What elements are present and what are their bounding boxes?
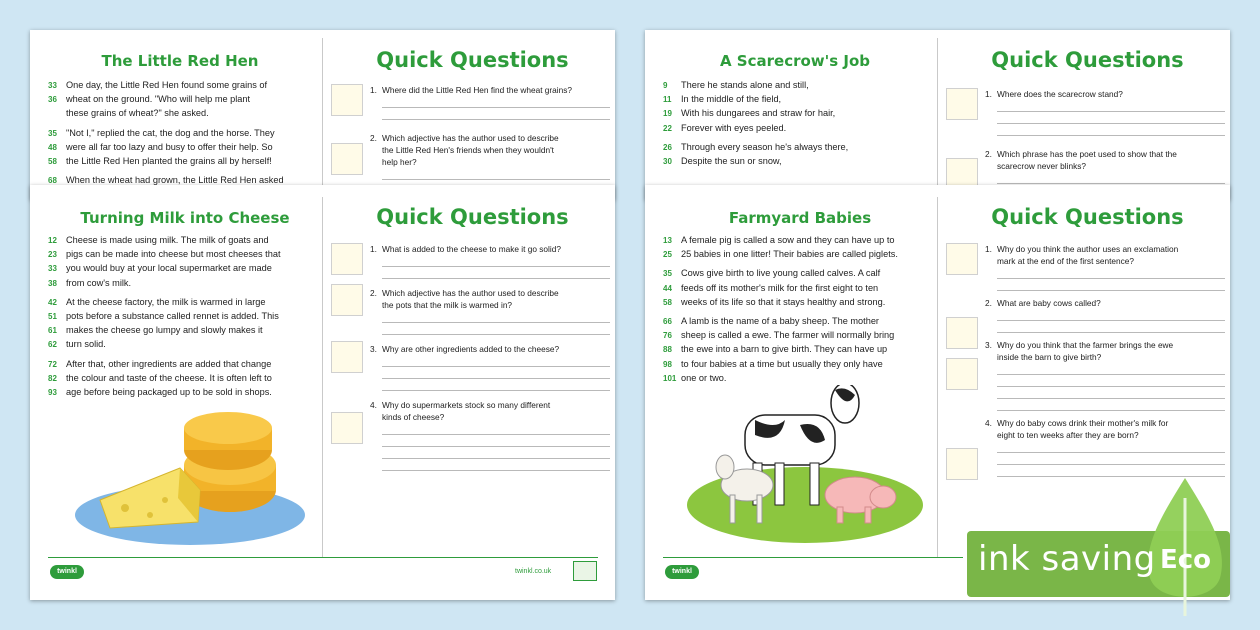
question-text: 3. Why do you think that the farmer brings the ewe — [985, 340, 1174, 350]
question-number: 1. — [370, 85, 377, 95]
passage-line-text: Despite the sun or snow, — [681, 155, 782, 166]
question-number: 2. — [985, 149, 992, 159]
passage-text — [48, 233, 316, 399]
answer-line[interactable] — [382, 367, 610, 379]
answer-line[interactable] — [997, 441, 1225, 453]
question-picture-icon — [331, 84, 363, 116]
line-number: 61 — [48, 326, 57, 336]
passage-line-text: At the cheese factory, the milk is warmed in large — [66, 296, 266, 307]
passage-line — [48, 276, 316, 290]
cheese-illustration — [70, 410, 310, 550]
passage-line-text: turn solid. — [66, 339, 106, 350]
question-text: kinds of cheese? — [382, 412, 445, 422]
line-number: 30 — [663, 156, 672, 166]
question-number: 4. — [985, 418, 992, 428]
line-number: 36 — [48, 95, 57, 105]
question-text: help her? — [382, 157, 417, 167]
quick-questions-title: Quick Questions — [376, 205, 569, 229]
question-text: 3. Why are other ingredients added to the cheese? — [370, 344, 560, 354]
question-number: 3. — [370, 344, 377, 354]
worksheet-milk-into-cheese — [30, 185, 615, 600]
answer-line[interactable] — [997, 279, 1225, 291]
passage-line-text: 25 babies in one litter! Their babies are called piglets. — [681, 249, 898, 260]
passage-title: A Scarecrow's Job — [719, 52, 871, 70]
question-text: scarecrow never blinks? — [997, 161, 1086, 171]
quick-questions-title: Quick Questions — [991, 48, 1184, 72]
column-divider — [322, 38, 323, 200]
passage-line-text: to four babies at a time but usually they only have — [681, 358, 883, 369]
passage-line — [663, 357, 931, 371]
passage-line — [48, 92, 313, 106]
line-number: 33 — [48, 264, 57, 274]
passage-line-text: sheep is called a ewe. The farmer will normally bring — [681, 330, 895, 341]
answer-line[interactable] — [997, 453, 1225, 465]
question-picture-icon — [331, 243, 363, 275]
line-number: 38 — [48, 278, 57, 288]
passage-line — [663, 92, 928, 106]
passage-line-text: the colour and taste of the cheese. It is often left to — [66, 372, 272, 383]
passage-title: The Little Red Hen — [101, 52, 259, 70]
line-number: 35 — [663, 269, 672, 279]
answer-line[interactable] — [997, 375, 1225, 387]
question-number: 2. — [985, 298, 992, 308]
answer-line[interactable] — [997, 267, 1225, 279]
line-number: 35 — [48, 128, 57, 138]
passage-line-text: age before being packaged up to be sold in shops. — [66, 386, 272, 397]
worksheet-scarecrows-job — [645, 30, 1230, 200]
passage-line — [663, 266, 931, 280]
question-item — [370, 84, 610, 120]
passage-line-text: from cow's milk. — [66, 277, 132, 288]
question-text: 1. Where did the Little Red Hen find the wheat grains? — [370, 85, 573, 95]
answer-line[interactable] — [382, 447, 610, 459]
line-number: 72 — [48, 359, 57, 369]
question-text: 4. Why do baby cows drink their mother's milk for — [985, 418, 1169, 428]
line-number: 98 — [663, 359, 672, 369]
answer-line[interactable] — [382, 435, 610, 447]
line-number: 33 — [48, 81, 57, 90]
line-number: 58 — [48, 156, 57, 166]
line-number: 26 — [663, 142, 672, 152]
passage-line — [48, 126, 313, 140]
line-number: 93 — [48, 387, 57, 397]
answer-lines[interactable] — [997, 363, 1225, 411]
line-number: 12 — [48, 236, 57, 245]
question-item — [370, 343, 610, 391]
footer-rule — [48, 557, 598, 558]
passage-line-text: weeks of its life so that it stays healthy and strong. — [681, 296, 886, 307]
answer-line[interactable] — [382, 323, 610, 335]
line-number: 62 — [48, 340, 57, 350]
line-number: 48 — [48, 142, 57, 152]
passage-line-text: you would buy at your local supermarket are made — [66, 263, 272, 274]
question-text: 2. Which phrase has the poet used to show that the — [985, 149, 1177, 159]
question-picture-icon — [331, 412, 363, 444]
question-text: inside the barn to give birth? — [997, 352, 1102, 362]
line-number: 82 — [48, 373, 57, 383]
column-divider — [937, 197, 938, 557]
passage-text — [48, 78, 313, 187]
passage-line — [48, 106, 313, 120]
twinkl-logo: twinkl — [50, 565, 84, 579]
passage-line-text: In the middle of the field, — [681, 94, 782, 105]
question-number: 2. — [370, 288, 377, 298]
question-text: eight to ten weeks after they are born? — [997, 430, 1139, 440]
question-picture-icon — [331, 143, 363, 175]
passage-line — [48, 385, 316, 399]
passage-line — [663, 342, 931, 356]
questions-list — [985, 243, 1225, 483]
question-picture-icon — [946, 448, 978, 480]
question-text: 2. Which adjective has the author used to describe — [370, 133, 559, 143]
line-number: 68 — [48, 176, 57, 186]
passage-line — [663, 233, 931, 247]
answer-lines[interactable] — [382, 255, 610, 279]
line-number: 19 — [663, 109, 672, 119]
question-picture-icon — [331, 284, 363, 316]
passage-line — [663, 281, 931, 295]
passage-line-text: "Not I," replied the cat, the dog and the horse. They — [66, 127, 275, 138]
question-number: 2. — [370, 133, 377, 143]
question-picture-icon — [946, 88, 978, 120]
question-number: 1. — [370, 244, 377, 254]
question-text: 1. What is added to the cheese to make it go solid? — [370, 244, 561, 254]
line-number: 42 — [48, 297, 57, 307]
passage-line-text: feeds off its mother's milk for the first eight to ten — [681, 282, 879, 293]
quick-questions-title: Quick Questions — [991, 205, 1184, 229]
passage-line — [663, 78, 928, 92]
passage-line — [48, 78, 313, 92]
line-number: 101 — [663, 373, 677, 383]
question-item — [370, 287, 610, 335]
line-number: 76 — [663, 331, 672, 341]
passage-title: Farmyard Babies — [728, 209, 872, 227]
answer-line[interactable] — [997, 465, 1225, 477]
answer-lines[interactable] — [997, 309, 1225, 333]
passage-line — [663, 295, 931, 309]
quick-questions-title: Quick Questions — [376, 48, 569, 72]
line-number: 9 — [663, 81, 668, 90]
answer-line[interactable] — [997, 309, 1225, 321]
passage-line — [663, 328, 931, 342]
passage-text — [663, 233, 931, 385]
question-item — [370, 399, 610, 471]
passage-line — [663, 140, 928, 154]
passage-line — [663, 154, 928, 168]
answer-line[interactable] — [997, 387, 1225, 399]
question-item — [370, 243, 610, 279]
answer-lines[interactable] — [997, 267, 1225, 291]
passage-title: Turning Milk into Cheese — [80, 209, 290, 227]
line-number: 88 — [663, 345, 672, 355]
answer-line[interactable] — [997, 321, 1225, 333]
question-item — [985, 339, 1225, 411]
question-text: 1. Why do you think the author uses an exclamation — [985, 244, 1179, 254]
questions-list — [370, 243, 610, 479]
passage-line-text: After that, other ingredients are added that change — [66, 358, 272, 369]
question-text: the Little Red Hen's friends when they wouldn't — [382, 145, 554, 155]
question-picture-icon — [946, 317, 978, 349]
answer-line[interactable] — [997, 124, 1225, 136]
answer-line[interactable] — [997, 100, 1225, 112]
questions-list — [985, 88, 1225, 192]
answer-lines[interactable] — [997, 441, 1225, 477]
farm-animals-illustration — [685, 385, 925, 545]
passage-line — [48, 295, 316, 309]
answer-lines[interactable] — [382, 96, 610, 120]
question-number: 3. — [985, 340, 992, 350]
line-number: 58 — [663, 297, 672, 307]
answer-line[interactable] — [997, 363, 1225, 375]
passage-line — [663, 247, 931, 261]
answer-line[interactable] — [382, 311, 610, 323]
answer-line[interactable] — [382, 255, 610, 267]
question-text: 2. Which adjective has the author used to describe — [370, 288, 559, 298]
passage-line-text: Cows give birth to live young called calves. A calf — [681, 268, 881, 279]
line-number: 13 — [663, 236, 672, 245]
line-number: 23 — [48, 250, 57, 260]
question-text: mark at the end of the first sentence? — [997, 256, 1134, 266]
answer-line[interactable] — [382, 379, 610, 391]
passage-line-text: pigs can be made into cheese but most cheeses that — [66, 249, 281, 260]
column-divider — [937, 38, 938, 200]
footer-rule — [663, 557, 963, 558]
passage-line — [48, 357, 316, 371]
passage-line-text: were all far too lazy and busy to offer their help. So — [66, 141, 273, 152]
passage-text — [663, 78, 928, 168]
answer-line[interactable] — [382, 108, 610, 120]
passage-line-text: Through every season he's always there, — [681, 141, 849, 152]
passage-line-text: Cheese is made using milk. The milk of goats and — [66, 235, 269, 245]
answer-lines[interactable] — [382, 311, 610, 335]
answer-lines[interactable] — [382, 168, 610, 180]
passage-line — [663, 106, 928, 120]
question-text: 4. Why do supermarkets stock so many different — [370, 400, 551, 410]
passage-line-text: There he stands alone and still, — [681, 80, 809, 90]
badge-eco-label: Eco — [1160, 545, 1212, 575]
answer-lines[interactable] — [997, 172, 1225, 184]
passage-line — [663, 314, 931, 328]
question-item — [985, 297, 1225, 333]
question-number: 1. — [985, 244, 992, 254]
passage-line — [663, 121, 928, 135]
passage-line — [663, 371, 931, 385]
passage-line — [48, 323, 316, 337]
line-number: 51 — [48, 311, 57, 321]
passage-line-text: these grains of wheat?" she asked. — [66, 108, 209, 119]
answer-line[interactable] — [997, 172, 1225, 184]
question-item — [370, 132, 610, 180]
passage-line-text: One day, the Little Red Hen found some grains of — [66, 80, 268, 90]
passage-line — [48, 261, 316, 275]
passage-line-text: With his dungarees and straw for hair, — [681, 108, 836, 119]
passage-line-text: the ewe into a barn to give birth. They can have up — [681, 344, 888, 355]
footer-url: twinkl.co.uk — [515, 568, 552, 575]
line-number: 44 — [663, 283, 672, 293]
answer-line[interactable] — [382, 267, 610, 279]
questions-list — [370, 84, 610, 188]
line-number: 22 — [663, 123, 672, 133]
passage-line — [48, 309, 316, 323]
twinkl-logo: twinkl — [665, 565, 699, 579]
question-number: 1. — [985, 89, 992, 99]
passage-line — [48, 337, 316, 351]
question-item — [985, 88, 1225, 136]
worksheet-little-red-hen — [30, 30, 615, 200]
answer-line[interactable] — [382, 459, 610, 471]
badge-label: ink saving — [978, 539, 1156, 579]
passage-line-text: one or two. — [681, 372, 727, 383]
answer-lines[interactable] — [382, 355, 610, 391]
answer-line[interactable] — [382, 355, 610, 367]
line-number: 25 — [663, 250, 672, 260]
passage-line-text: pots before a substance called rennet is added. This — [66, 310, 279, 321]
answer-line[interactable] — [997, 399, 1225, 411]
question-text: 1. Where does the scarecrow stand? — [985, 89, 1123, 99]
passage-line — [48, 140, 313, 154]
line-number: 66 — [663, 316, 672, 326]
answer-line[interactable] — [382, 96, 610, 108]
passage-line — [48, 154, 313, 168]
passage-line — [48, 371, 316, 385]
question-picture-icon — [946, 358, 978, 390]
line-number: 11 — [663, 95, 672, 105]
answer-line[interactable] — [382, 423, 610, 435]
question-number: 4. — [370, 400, 377, 410]
question-item — [985, 417, 1225, 477]
question-text: 2. What are baby cows called? — [985, 298, 1101, 308]
question-picture-icon — [331, 341, 363, 373]
column-divider — [322, 197, 323, 557]
answer-lines[interactable] — [382, 423, 610, 471]
passage-line-text: the Little Red Hen planted the grains all by herself! — [66, 155, 272, 166]
passage-line-text: A female pig is called a sow and they can have up to — [681, 235, 895, 245]
answer-line[interactable] — [382, 168, 610, 180]
question-item — [985, 243, 1225, 291]
question-item — [985, 148, 1225, 184]
passage-line-text: Forever with eyes peeled. — [681, 122, 787, 133]
question-picture-icon — [946, 243, 978, 275]
passage-line — [48, 247, 316, 261]
question-text: the pots that the milk is warmed in? — [382, 300, 513, 310]
passage-line-text: A lamb is the name of a baby sheep. The mother — [681, 315, 879, 326]
answer-lines[interactable] — [997, 100, 1225, 136]
passage-line-text: makes the cheese go lumpy and slowly makes it — [66, 325, 263, 336]
footer-badge-icon — [573, 561, 597, 581]
answer-line[interactable] — [997, 112, 1225, 124]
passage-line-text: When the wheat had grown, the Little Red Hen asked — [66, 175, 284, 186]
passage-line-text: wheat on the ground. "Who will help me plant — [66, 94, 251, 105]
passage-line — [48, 233, 316, 247]
